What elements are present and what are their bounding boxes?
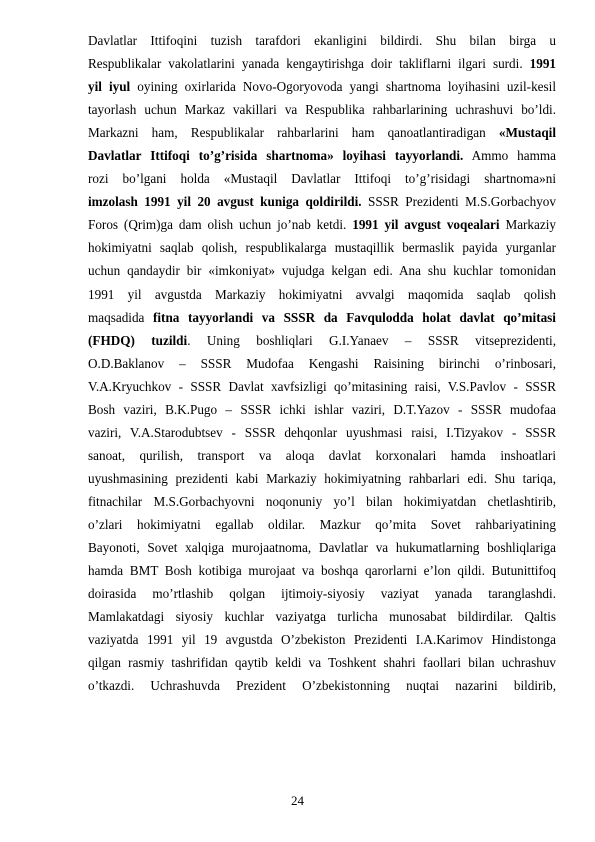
text-run: . Uning boshliqlari G.I.Yanaev – SSSR vitseprezidenti, [187,332,556,348]
text-run: maqsadida [88,309,153,325]
text-line [88,467,556,490]
text-line [88,329,556,352]
text-run: Bayonoti, Sovet xalqiga murojaatnoma, Davlatlar va hukumatlarning boshliqlariga [88,540,556,556]
text-line [88,582,556,605]
text-line [88,52,556,75]
text-run: oyining oxirlarida Novo-Ogoryovoda yangi shartnoma loyihasini uzil-kesil [130,79,556,95]
text-line [88,421,556,444]
bold-text-run: imzolash 1991 yil 20 avgust kuniga qoldirildi. [88,194,362,210]
text-line [88,29,556,52]
text-line [88,121,556,144]
text-line [88,536,556,559]
bold-text-run: «Mustaqil [498,125,556,141]
text-run: uyushmasining prezidenti kabi Markaziy hokimiyatning rahbarlari edi. Shu tariqa, [88,470,556,486]
text-line [88,75,556,98]
text-line [88,283,556,306]
text-line [88,559,556,582]
text-line [88,236,556,259]
text-run: tayorlash uchun Markaz vakillari va Respublika rahbarlarining uchrashuvi bo’ldi. [88,102,556,118]
text-run: o’tkazdi. Uchrashuvda Prezident O’zbekistonning nuqtai nazarini bildirib, [88,678,556,694]
text-run: hamda BMT Bosh kotibiga murojaat va boshqa qarorlarni e’lon qildi. Butunittifoq [88,563,556,579]
text-run: Mamlakatdagi siyosiy kuchlar vaziyatga turlicha munosabat bildirdilar. Qaltis [88,609,556,625]
text-run: Markaziy [499,217,556,233]
text-run: hokimiyatni saqlab qolish, respublikalarga mustaqillik bermaslik payida yurganlar [88,240,556,256]
text-run: fitnachilar M.S.Gorbachyovni noqonuniy yo’l bilan hokimiyatdan chetlashtirib, [88,493,556,509]
text-run: vaziyatda 1991 yil 19 avgustda O’zbekiston Prezidenti I.A.Karimov Hindistonga [88,632,556,648]
text-line [88,190,556,213]
text-line [88,513,556,536]
text-line [88,398,556,421]
text-run: V.A.Kryuchkov - SSSR Davlat xavfsizligi qo’mitasining raisi, V.S.Pavlov - SSSR [88,378,556,394]
text-run: uchun qandaydir bir «imkoniyat» vujudga kelgan edi. Ana shu kuchlar tomonidan [88,263,556,279]
document-body [88,29,556,697]
text-run: rozi bo’lgani holda «Mustaqil Davlatlar Ittifoqi to’g’risidagi shartnoma»ni [88,171,556,187]
text-line [88,167,556,190]
bold-text-run: 1991 [529,56,556,72]
bold-text-run: 1991 yil avgust voqealari [352,217,500,233]
text-run: 1991 yil avgustda Markaziy hokimiyatni avvalgi maqomida saqlab qolish [88,286,556,302]
text-line [88,605,556,628]
text-line [88,306,556,329]
text-line [88,674,556,697]
text-run: SSSR Prezidenti M.S.Gorbachyov [361,194,556,210]
text-line [88,375,556,398]
text-run: Respublikalar vakolatlarini yanada kengaytirishga doir takliflarni ilgari surdi. [88,56,530,72]
text-run: Bosh vaziri, B.K.Pugo – SSSR ichki ishlar vaziri, D.T.Yazov - SSSR mudofaa [88,401,556,417]
bold-text-run: fitna tayyorlandi va SSSR da Favqulodda holat davlat qo’mitasi [153,309,556,325]
text-line [88,352,556,375]
text-run: Markazni ham, Respublikalar rahbarlarini ham qanoatlantiradigan [88,125,499,141]
text-run: o’zlari hokimiyatni egallab oldilar. Mazkur qo’mita Sovet rahbariyatining [88,516,556,532]
bold-text-run: yil iyul [88,79,131,95]
text-line [88,628,556,651]
page-number: 24 [291,793,304,808]
bold-text-run: (FHDQ) tuzildi [88,332,188,348]
text-run: qilgan rasmiy tashrifidan qaytib keldi va Toshkent shahri faollari bilan uchrashuv [88,655,556,671]
text-line [88,144,556,167]
text-run: O.D.Baklanov – SSSR Mudofaa Kengashi Raisining birinchi o’rinbosari, [88,355,556,371]
text-line [88,259,556,282]
text-run: Foros (Qrim)ga dam olish uchun jo’nab ketdi. [88,217,353,233]
text-run: Davlatlar Ittifoqini tuzish tarafdori ekanligini bildirdi. Shu bilan birga u [88,33,556,48]
text-run: vaziri, V.A.Starodubtsev - SSSR dehqonlar uyushmasi raisi, I.Tizyakov - SSSR [88,424,556,440]
text-line [88,98,556,121]
text-line [88,490,556,513]
text-run: sanoat, qurilish, transport va aloqa davlat korxonalari hamda inshoatlari [88,447,556,463]
bold-text-run: Davlatlar Ittifoqi to’g’risida shartnoma» loyihasi tayyorlandi. [88,148,464,164]
text-run: doirasida mo’rtlashib qolgan ijtimoiy-siyosiy vaziyat yanada taranglashdi. [88,586,556,602]
text-line [88,651,556,674]
text-run: Ammo hamma [463,148,556,164]
text-line [88,444,556,467]
text-line [88,213,556,236]
